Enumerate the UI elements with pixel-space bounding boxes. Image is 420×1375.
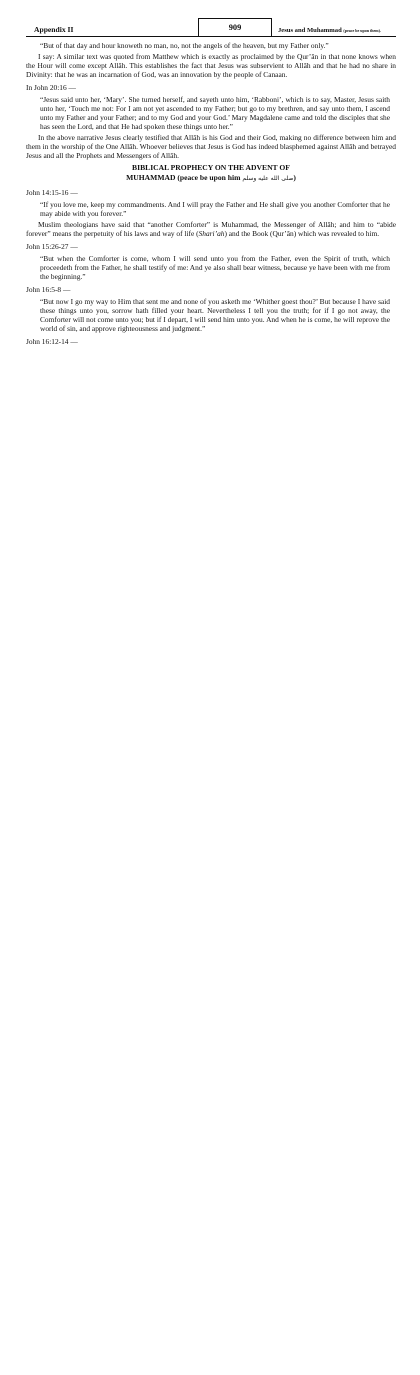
running-header: [26, 18, 396, 37]
reference-john-20-16: In John 20:16 —: [26, 83, 76, 92]
quote-john-16-5: “But now I go my way to Him that sent me and none of you asketh me ‘Whither goest thou?’ But because I have said these things unto you, sorrow hath filled your heart. Nevertheless I tell you the truth; for if I go not away, the Comforter will not come unto you; but if I depart, I will send him unto you. And when he is come, he will reprove the world of sin, and approve righteousness and judgment.”: [40, 297, 390, 333]
reference-john-16-5: John 16:5-8 —: [26, 285, 71, 294]
header-book-title-small: (peace be upon them).: [343, 28, 381, 33]
quote-john-15-26: “But when the Comforter is come, whom I will send unto you from the Father, even the Spirit of truth, which proceedeth from the Father, he shall testify of me: And ye also shall bear witness, because ye have been with me from the beginning.”: [40, 254, 390, 281]
section-heading: [26, 163, 396, 184]
header-book-title: [278, 27, 381, 34]
section-heading-close: ): [293, 173, 296, 182]
commentary-3-term: Shari’ah: [198, 229, 225, 238]
book-page: [26, 18, 396, 349]
page-number: 909: [198, 18, 272, 36]
quote-matthew: “But of that day and hour knoweth no man, no, not the angels of the heaven, but my Father only.”: [40, 41, 329, 50]
commentary-paragraph-1: I say: A similar text was quoted from Matthew which is exactly as proclaimed by the Qur’ân in that none knows when the Hour will come except Allâh. This establishes the fact that Jesus was subservient to Allâh and that he had no share in Divinity: that he was an incarnation of God, was an innovation by the people of Canaan.: [26, 52, 396, 79]
header-book-title-main: Jesus and Muhammad: [278, 27, 342, 34]
commentary-3-part-a: Muslim theologians have said that “another Comforter” is Muhammad, the Messenger of Allâh; and him to “abide forever” means the perpetuity of his laws and way of life (: [26, 220, 396, 238]
section-heading-line-1: BIBLICAL PROPHECY ON THE ADVENT OF: [132, 163, 290, 172]
reference-john-14-15: John 14:15-16 —: [26, 188, 78, 197]
commentary-paragraph-3: [26, 220, 396, 238]
reference-john-16-12: John 16:12-14 —: [26, 337, 78, 346]
page-body: [26, 37, 396, 346]
arabic-salutation: صلى الله عليه وسلم: [242, 175, 294, 182]
commentary-3-part-b: ) and the Book (Qur’ân) which was revealed to him.: [224, 229, 380, 238]
section-heading-text: MUHAMMAD (peace be upon him: [126, 173, 241, 182]
reference-john-15-26: John 15:26-27 —: [26, 242, 78, 251]
quote-john-14-15: “If you love me, keep my commandments. And I will pray the Father and He shall give you another Comforter that he may abide with you forever.”: [40, 200, 390, 218]
section-heading-line-2: [26, 173, 396, 184]
quote-john-20-16: “Jesus said unto her, ‘Mary’. She turned herself, and sayeth unto him, ‘Rabboni’, which is to say, Master, Jesus saith unto her, ‘Touch me not: For I am not yet ascended to my Father; but go to my brethren, and say unto them, I ascend unto my Father and your Father; and to my God and your God.’ Mary Magdalene came and told the disciples that she has seen the Lord, and that He had spoken these things unto her.”: [40, 95, 390, 131]
header-section-title: Appendix II: [34, 25, 74, 34]
commentary-paragraph-2: In the above narrative Jesus clearly testified that Allâh is his God and their God, making no difference between him and them in the worship of the One Allâh. Whoever believes that Jesus is God has indeed blasphemed against Allâh and betrayed Jesus and all the Prophets and Messengers of Allâh.: [26, 133, 396, 160]
